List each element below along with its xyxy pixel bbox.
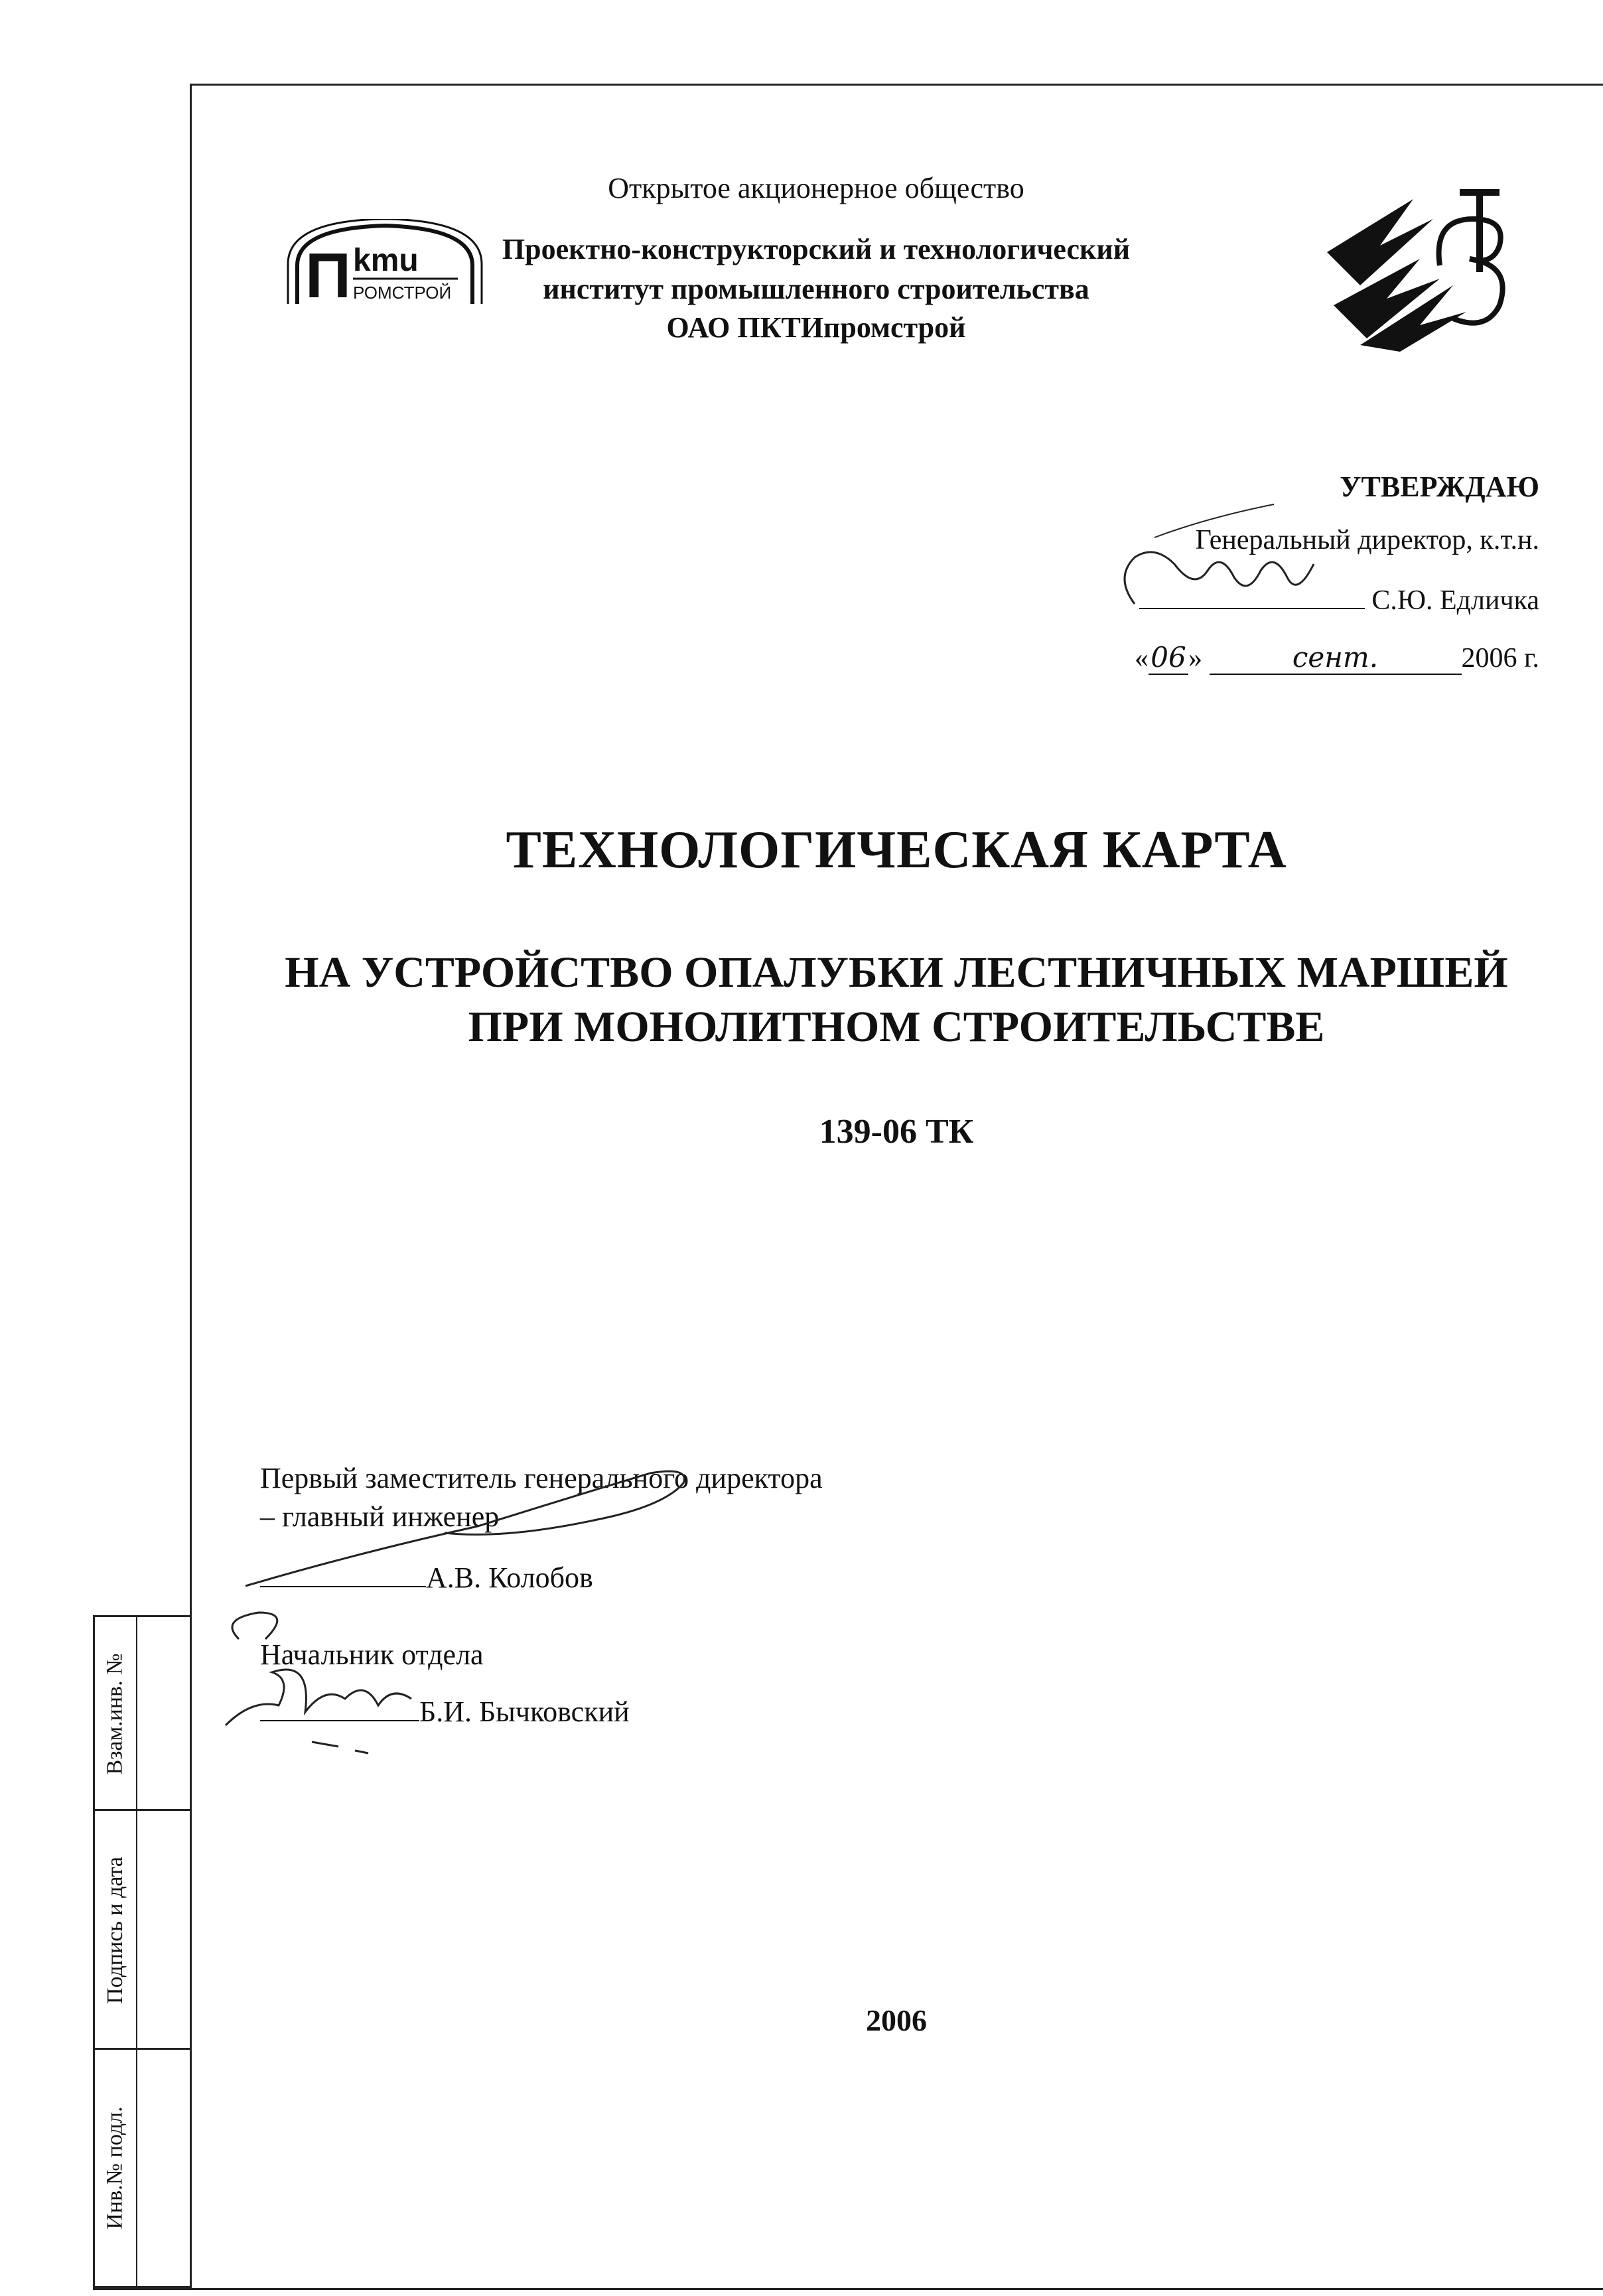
date-day: 06 [1149,641,1188,675]
deputy-signature [226,1453,756,1613]
doc-year: 2006 [866,2003,927,2037]
doc-code: 139-06 ТК [819,1113,974,1151]
institute-line-2: институт промышленного строительства [543,273,1089,305]
approver-signature [1095,491,1340,624]
pktipromstroy-logo [279,219,491,312]
deputy-name: А.В. Колобов [426,1561,593,1594]
org-type: Открытое акционерное общество [608,172,1024,204]
approval-date-row [1135,641,1539,675]
frame-bottom-line [93,2288,1603,2290]
date-close-quote: » [1188,643,1202,674]
stamp-label-inv-wrap [95,2050,136,2286]
head-name: Б.И. Бычковский [419,1695,630,1728]
deputy-title-line-2: – главный инженер [260,1500,500,1533]
head-title: Начальник отдела [260,1638,484,1671]
logo-caption: РОМСТРОЙ [353,283,452,303]
stamp-label-sign-date: Подпись и дата [103,1857,127,2004]
frame-left-line [190,84,192,2289]
date-year: 2006 г. [1461,643,1539,674]
doc-subtitle-line-2: ПРИ МОНОЛИТНОМ СТРОИТЕЛЬСТВЕ [468,1003,1325,1051]
doc-title: ТЕХНОЛОГИЧЕСКАЯ КАРТА [506,821,1287,879]
approver-position: Генеральный директор, к.т.н. [1195,525,1539,555]
head-signature [212,1599,464,1772]
frame-top-line [190,84,1603,86]
logo-letters: kmu [353,243,419,278]
institute-line-1: Проектно-конструкторский и технологический [502,233,1131,265]
date-open-quote: « [1135,643,1149,674]
approver-name: С.Ю. Едличка [1371,585,1539,616]
date-month: сент. [1210,641,1462,675]
doc-subtitle-line-1: НА УСТРОЙСТВО ОПАЛУБКИ ЛЕСТНИЧНЫХ МАРШЕЙ [285,948,1508,997]
stamp-label-inv-orig: Инв.№ подл. [103,2106,128,2230]
deputy-title-line-1: Первый заместитель генерального директора [260,1462,823,1494]
approval-stamp-table [93,1615,190,2288]
stamp-label-replace-wrap [95,1617,136,1811]
approve-label: УТВЕРЖДАЮ [1340,470,1539,503]
stamp-label-replace: Взам.инв. № [103,1653,128,1775]
emblem-logo [1320,173,1519,352]
institute-line-3: ОАО ПКТИпромстрой [666,311,966,344]
logo-big-letter: П [305,240,351,311]
stamp-label-sign-wrap [95,1811,136,2050]
